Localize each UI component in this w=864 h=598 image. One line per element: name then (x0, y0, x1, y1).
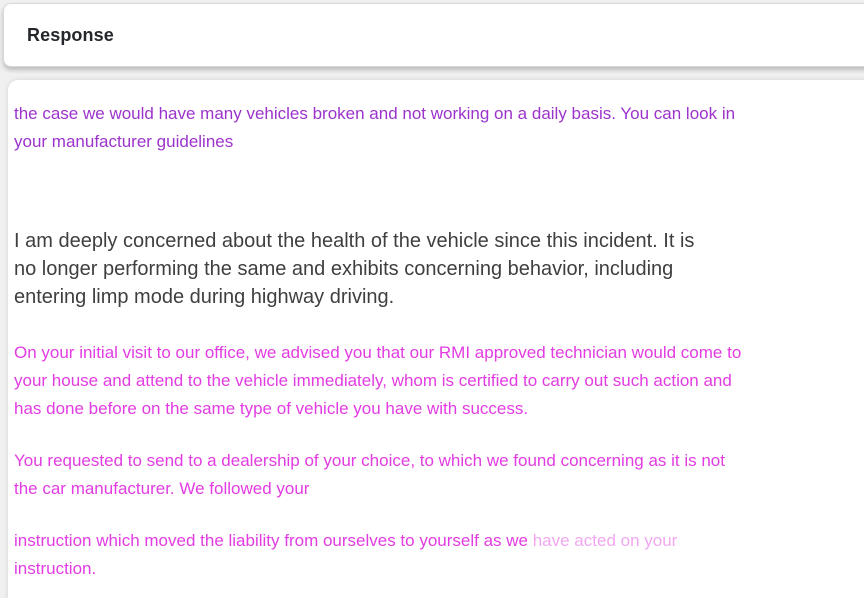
instruction-faded-text: have acted on your (532, 531, 678, 550)
text-line: no longer performing the same and exhibits concerning behavior, including (14, 258, 674, 280)
text-line: your house and attend to the vehicle immediately, whom is certified to carry out such action and (14, 371, 732, 390)
paragraph-guidelines (14, 100, 850, 156)
paragraph-instruction (14, 527, 850, 583)
paragraph-dealership (14, 447, 850, 503)
text-line: the case we would have many vehicles broken and not working on a daily basis. You can look in (14, 104, 736, 123)
text-line: I am deeply concerned about the health of the vehicle since this incident. It is (14, 230, 695, 252)
response-header-card (3, 3, 864, 67)
text-line: On your initial visit to our office, we advised you that our RMI approved technician would come to (14, 343, 742, 362)
response-content-card (8, 80, 864, 598)
text-line (14, 527, 850, 555)
paragraph-customer-concern (14, 227, 850, 311)
instruction-lead-text: instruction which moved the liability from ourselves to yourself as we (14, 531, 533, 550)
text-line: entering limp mode during highway driving. (14, 286, 395, 308)
paragraph-initial-visit (14, 339, 850, 423)
text-line: You requested to send to a dealership of your choice, to which we found concerning as it is not (14, 451, 725, 470)
page-title: Response (27, 24, 114, 45)
text-line: your manufacturer guidelines (14, 132, 234, 151)
text-line: the car manufacturer. We followed your (14, 479, 310, 498)
text-line: instruction. (14, 559, 97, 578)
text-line: has done before on the same type of vehicle you have with success. (14, 399, 529, 418)
